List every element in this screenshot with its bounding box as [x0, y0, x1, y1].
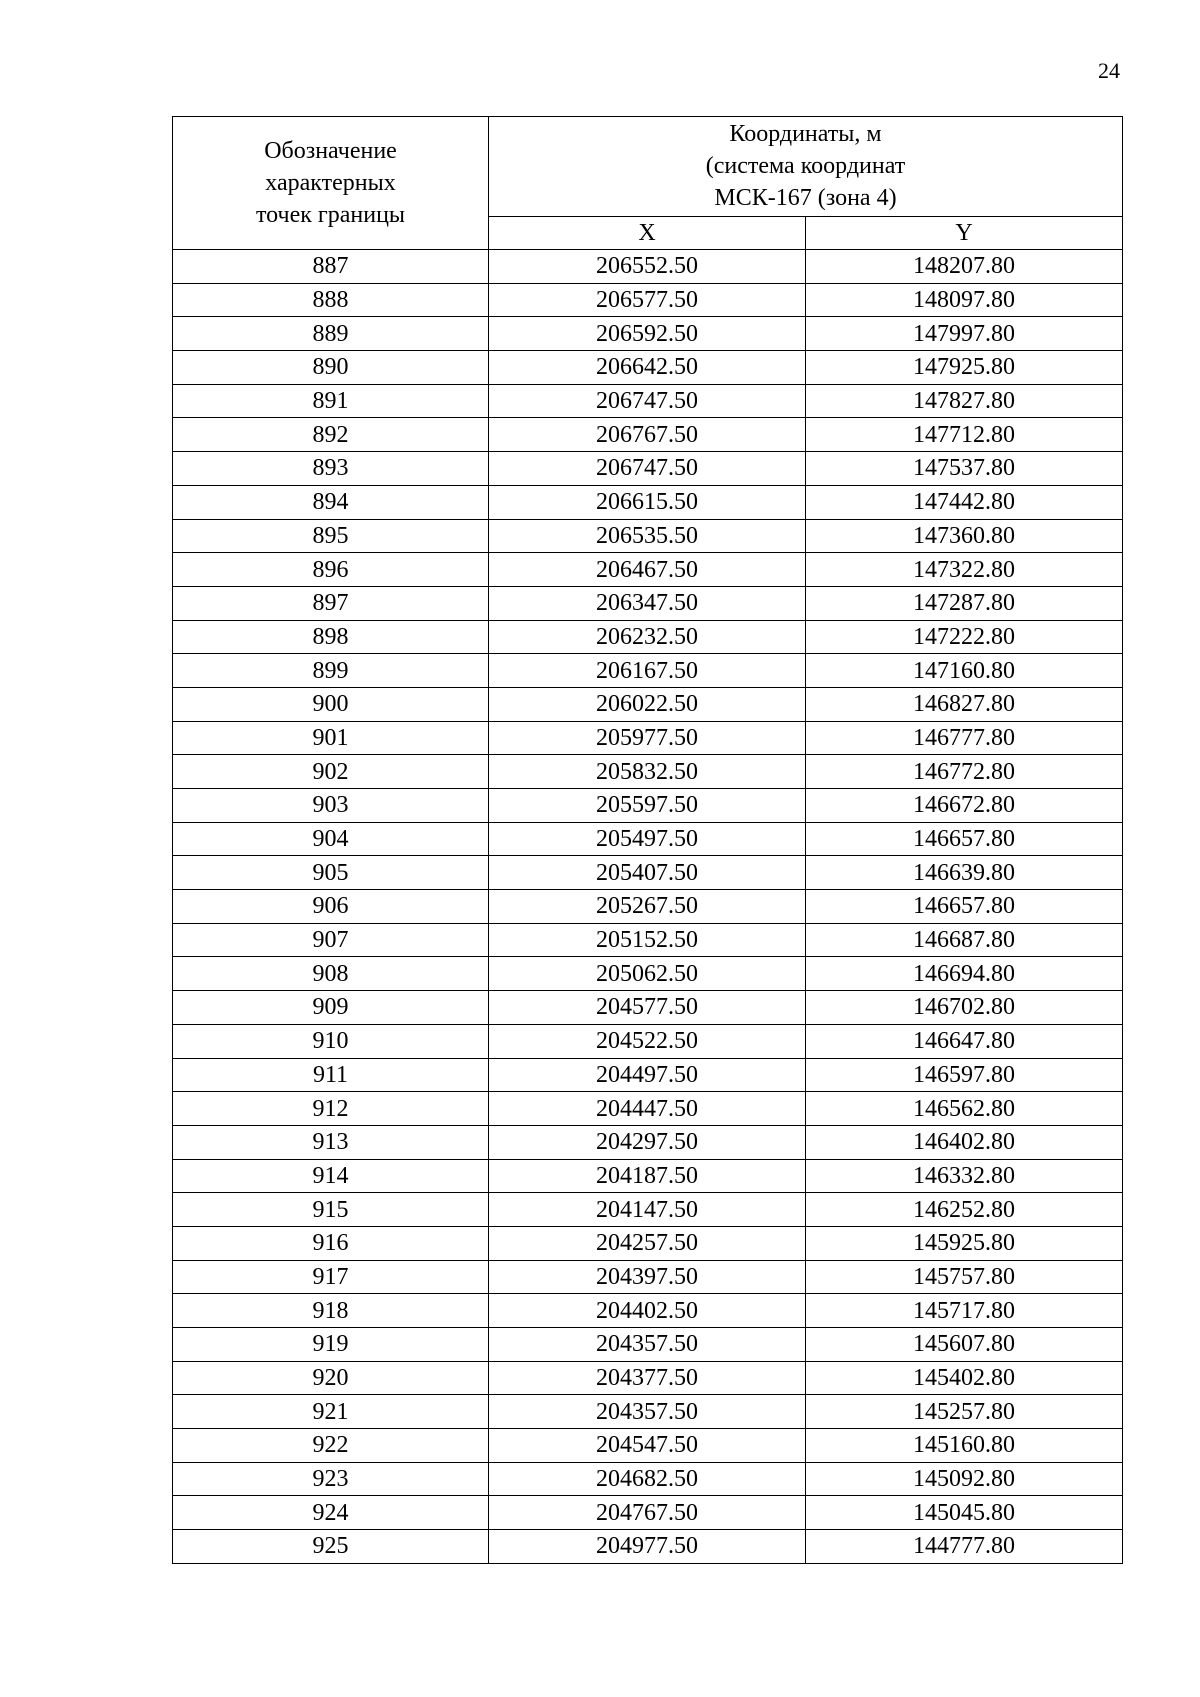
x-cell: 204397.50: [489, 1260, 806, 1294]
table-row: [173, 519, 1123, 553]
y-cell: 147442.80: [806, 485, 1123, 519]
table-row: [173, 991, 1123, 1025]
point-cell: 899: [173, 654, 489, 688]
point-cell: 906: [173, 890, 489, 924]
x-cell: 206747.50: [489, 452, 806, 486]
table-row: [173, 1361, 1123, 1395]
y-column-header: Y: [806, 216, 1123, 249]
x-cell: 204257.50: [489, 1226, 806, 1260]
x-cell: 206577.50: [489, 283, 806, 317]
x-cell: 205597.50: [489, 789, 806, 823]
x-cell: 206767.50: [489, 418, 806, 452]
point-cell: 912: [173, 1092, 489, 1126]
y-cell: 146702.80: [806, 991, 1123, 1025]
table-row: [173, 485, 1123, 519]
table-row: [173, 317, 1123, 351]
x-cell: 204357.50: [489, 1328, 806, 1362]
table-header: [173, 117, 1123, 250]
table-row: [173, 283, 1123, 317]
point-cell: 920: [173, 1361, 489, 1395]
y-cell: 145757.80: [806, 1260, 1123, 1294]
coordinates-table: [172, 116, 1123, 1564]
y-cell: 146639.80: [806, 856, 1123, 890]
y-cell: 146332.80: [806, 1159, 1123, 1193]
y-cell: 147712.80: [806, 418, 1123, 452]
x-cell: 206467.50: [489, 553, 806, 587]
x-cell: 204377.50: [489, 1361, 806, 1395]
page-number: 24: [1098, 58, 1120, 83]
table-row: [173, 351, 1123, 385]
table-row: [173, 1294, 1123, 1328]
x-cell: 206592.50: [489, 317, 806, 351]
table-row: [173, 822, 1123, 856]
table-row: [173, 957, 1123, 991]
y-cell: 146402.80: [806, 1125, 1123, 1159]
table-row: [173, 418, 1123, 452]
table-row: [173, 620, 1123, 654]
point-cell: 917: [173, 1260, 489, 1294]
point-header-line: точек границы: [255, 202, 406, 228]
point-cell: 902: [173, 755, 489, 789]
table-row: [173, 789, 1123, 823]
x-cell: 204497.50: [489, 1058, 806, 1092]
x-cell: 206642.50: [489, 351, 806, 385]
x-cell: 204297.50: [489, 1125, 806, 1159]
table-row: [173, 1429, 1123, 1463]
y-cell: 145402.80: [806, 1361, 1123, 1395]
y-cell: 147160.80: [806, 654, 1123, 688]
table-row: [173, 890, 1123, 924]
table-row: [173, 1395, 1123, 1429]
point-cell: 891: [173, 384, 489, 418]
point-cell: 915: [173, 1193, 489, 1227]
point-cell: 894: [173, 485, 489, 519]
x-cell: 204682.50: [489, 1462, 806, 1496]
table-row: [173, 1092, 1123, 1126]
x-cell: 206535.50: [489, 519, 806, 553]
point-cell: 923: [173, 1462, 489, 1496]
y-cell: 146657.80: [806, 890, 1123, 924]
point-cell: 901: [173, 721, 489, 755]
y-cell: 146597.80: [806, 1058, 1123, 1092]
y-cell: 146252.80: [806, 1193, 1123, 1227]
coords-column-header: [489, 117, 1123, 217]
table-row: [173, 1024, 1123, 1058]
table-row: [173, 721, 1123, 755]
y-cell: 148097.80: [806, 283, 1123, 317]
table-row: [173, 856, 1123, 890]
y-cell: 146657.80: [806, 822, 1123, 856]
y-cell: 147827.80: [806, 384, 1123, 418]
x-cell: 204447.50: [489, 1092, 806, 1126]
point-cell: 924: [173, 1496, 489, 1530]
x-cell: 204402.50: [489, 1294, 806, 1328]
x-cell: 205977.50: [489, 721, 806, 755]
x-cell: 204767.50: [489, 1496, 806, 1530]
y-cell: 147287.80: [806, 586, 1123, 620]
coords-header-line: (система координат: [705, 153, 906, 180]
table-row: [173, 384, 1123, 418]
table-row: [173, 1530, 1123, 1564]
point-cell: 900: [173, 687, 489, 721]
x-cell: 206615.50: [489, 485, 806, 519]
point-cell: 887: [173, 250, 489, 284]
x-cell: 204357.50: [489, 1395, 806, 1429]
table-row: [173, 923, 1123, 957]
y-cell: 147360.80: [806, 519, 1123, 553]
point-cell: 907: [173, 923, 489, 957]
x-cell: 206552.50: [489, 250, 806, 284]
point-cell: 911: [173, 1058, 489, 1092]
table-row: [173, 1496, 1123, 1530]
x-cell: 205407.50: [489, 856, 806, 890]
x-cell: 205832.50: [489, 755, 806, 789]
table-row: [173, 1058, 1123, 1092]
table-row: [173, 654, 1123, 688]
point-cell: 898: [173, 620, 489, 654]
table-row: [173, 1226, 1123, 1260]
y-cell: 147997.80: [806, 317, 1123, 351]
y-cell: 146687.80: [806, 923, 1123, 957]
x-cell: 206347.50: [489, 586, 806, 620]
point-cell: 903: [173, 789, 489, 823]
x-cell: 205497.50: [489, 822, 806, 856]
table-row: [173, 755, 1123, 789]
table-row: [173, 1159, 1123, 1193]
y-cell: 145045.80: [806, 1496, 1123, 1530]
x-cell: 206747.50: [489, 384, 806, 418]
table-row: [173, 250, 1123, 284]
y-cell: 145160.80: [806, 1429, 1123, 1463]
x-cell: 205267.50: [489, 890, 806, 924]
y-cell: 146772.80: [806, 755, 1123, 789]
x-cell: 206167.50: [489, 654, 806, 688]
point-cell: 892: [173, 418, 489, 452]
x-column-header: X: [489, 216, 806, 249]
point-header-line: характерных: [265, 170, 396, 196]
x-cell: 206232.50: [489, 620, 806, 654]
y-cell: 147322.80: [806, 553, 1123, 587]
point-cell: 893: [173, 452, 489, 486]
y-cell: 146694.80: [806, 957, 1123, 991]
point-cell: 925: [173, 1530, 489, 1564]
x-cell: 206022.50: [489, 687, 806, 721]
x-cell: 204547.50: [489, 1429, 806, 1463]
table-row: [173, 1193, 1123, 1227]
point-cell: 896: [173, 553, 489, 587]
point-cell: 913: [173, 1125, 489, 1159]
point-cell: 916: [173, 1226, 489, 1260]
x-cell: 204977.50: [489, 1530, 806, 1564]
y-cell: 146672.80: [806, 789, 1123, 823]
y-cell: 145607.80: [806, 1328, 1123, 1362]
point-cell: 889: [173, 317, 489, 351]
y-cell: 144777.80: [806, 1530, 1123, 1564]
table-row: [173, 553, 1123, 587]
y-cell: 147925.80: [806, 351, 1123, 385]
y-cell: 146562.80: [806, 1092, 1123, 1126]
point-cell: 890: [173, 351, 489, 385]
table-body: [173, 250, 1123, 1564]
table-row: [173, 1462, 1123, 1496]
point-cell: 908: [173, 957, 489, 991]
point-cell: 918: [173, 1294, 489, 1328]
table-row: [173, 1328, 1123, 1362]
x-cell: 204147.50: [489, 1193, 806, 1227]
x-cell: 204522.50: [489, 1024, 806, 1058]
y-cell: 145925.80: [806, 1226, 1123, 1260]
y-cell: 146647.80: [806, 1024, 1123, 1058]
table-row: [173, 586, 1123, 620]
coords-header-line: МСК-167 (зона 4): [714, 185, 897, 212]
table-row: [173, 1125, 1123, 1159]
x-cell: 204577.50: [489, 991, 806, 1025]
y-cell: 147537.80: [806, 452, 1123, 486]
table-row: [173, 687, 1123, 721]
point-cell: 909: [173, 991, 489, 1025]
point-cell: 921: [173, 1395, 489, 1429]
x-cell: 204187.50: [489, 1159, 806, 1193]
point-cell: 914: [173, 1159, 489, 1193]
y-cell: 146827.80: [806, 687, 1123, 721]
x-cell: 205152.50: [489, 923, 806, 957]
point-cell: 895: [173, 519, 489, 553]
point-header-line: Обозначение: [264, 138, 397, 164]
table-row: [173, 1260, 1123, 1294]
point-cell: 897: [173, 586, 489, 620]
coords-header-line: Координаты, м: [729, 121, 882, 148]
point-cell: 910: [173, 1024, 489, 1058]
point-cell: 922: [173, 1429, 489, 1463]
x-cell: 205062.50: [489, 957, 806, 991]
table-row: [173, 452, 1123, 486]
point-cell: 919: [173, 1328, 489, 1362]
point-cell: 905: [173, 856, 489, 890]
point-cell: 904: [173, 822, 489, 856]
y-cell: 145092.80: [806, 1462, 1123, 1496]
y-cell: 145717.80: [806, 1294, 1123, 1328]
y-cell: 145257.80: [806, 1395, 1123, 1429]
point-cell: 888: [173, 283, 489, 317]
y-cell: 148207.80: [806, 250, 1123, 284]
y-cell: 147222.80: [806, 620, 1123, 654]
y-cell: 146777.80: [806, 721, 1123, 755]
point-column-header: [173, 117, 489, 250]
